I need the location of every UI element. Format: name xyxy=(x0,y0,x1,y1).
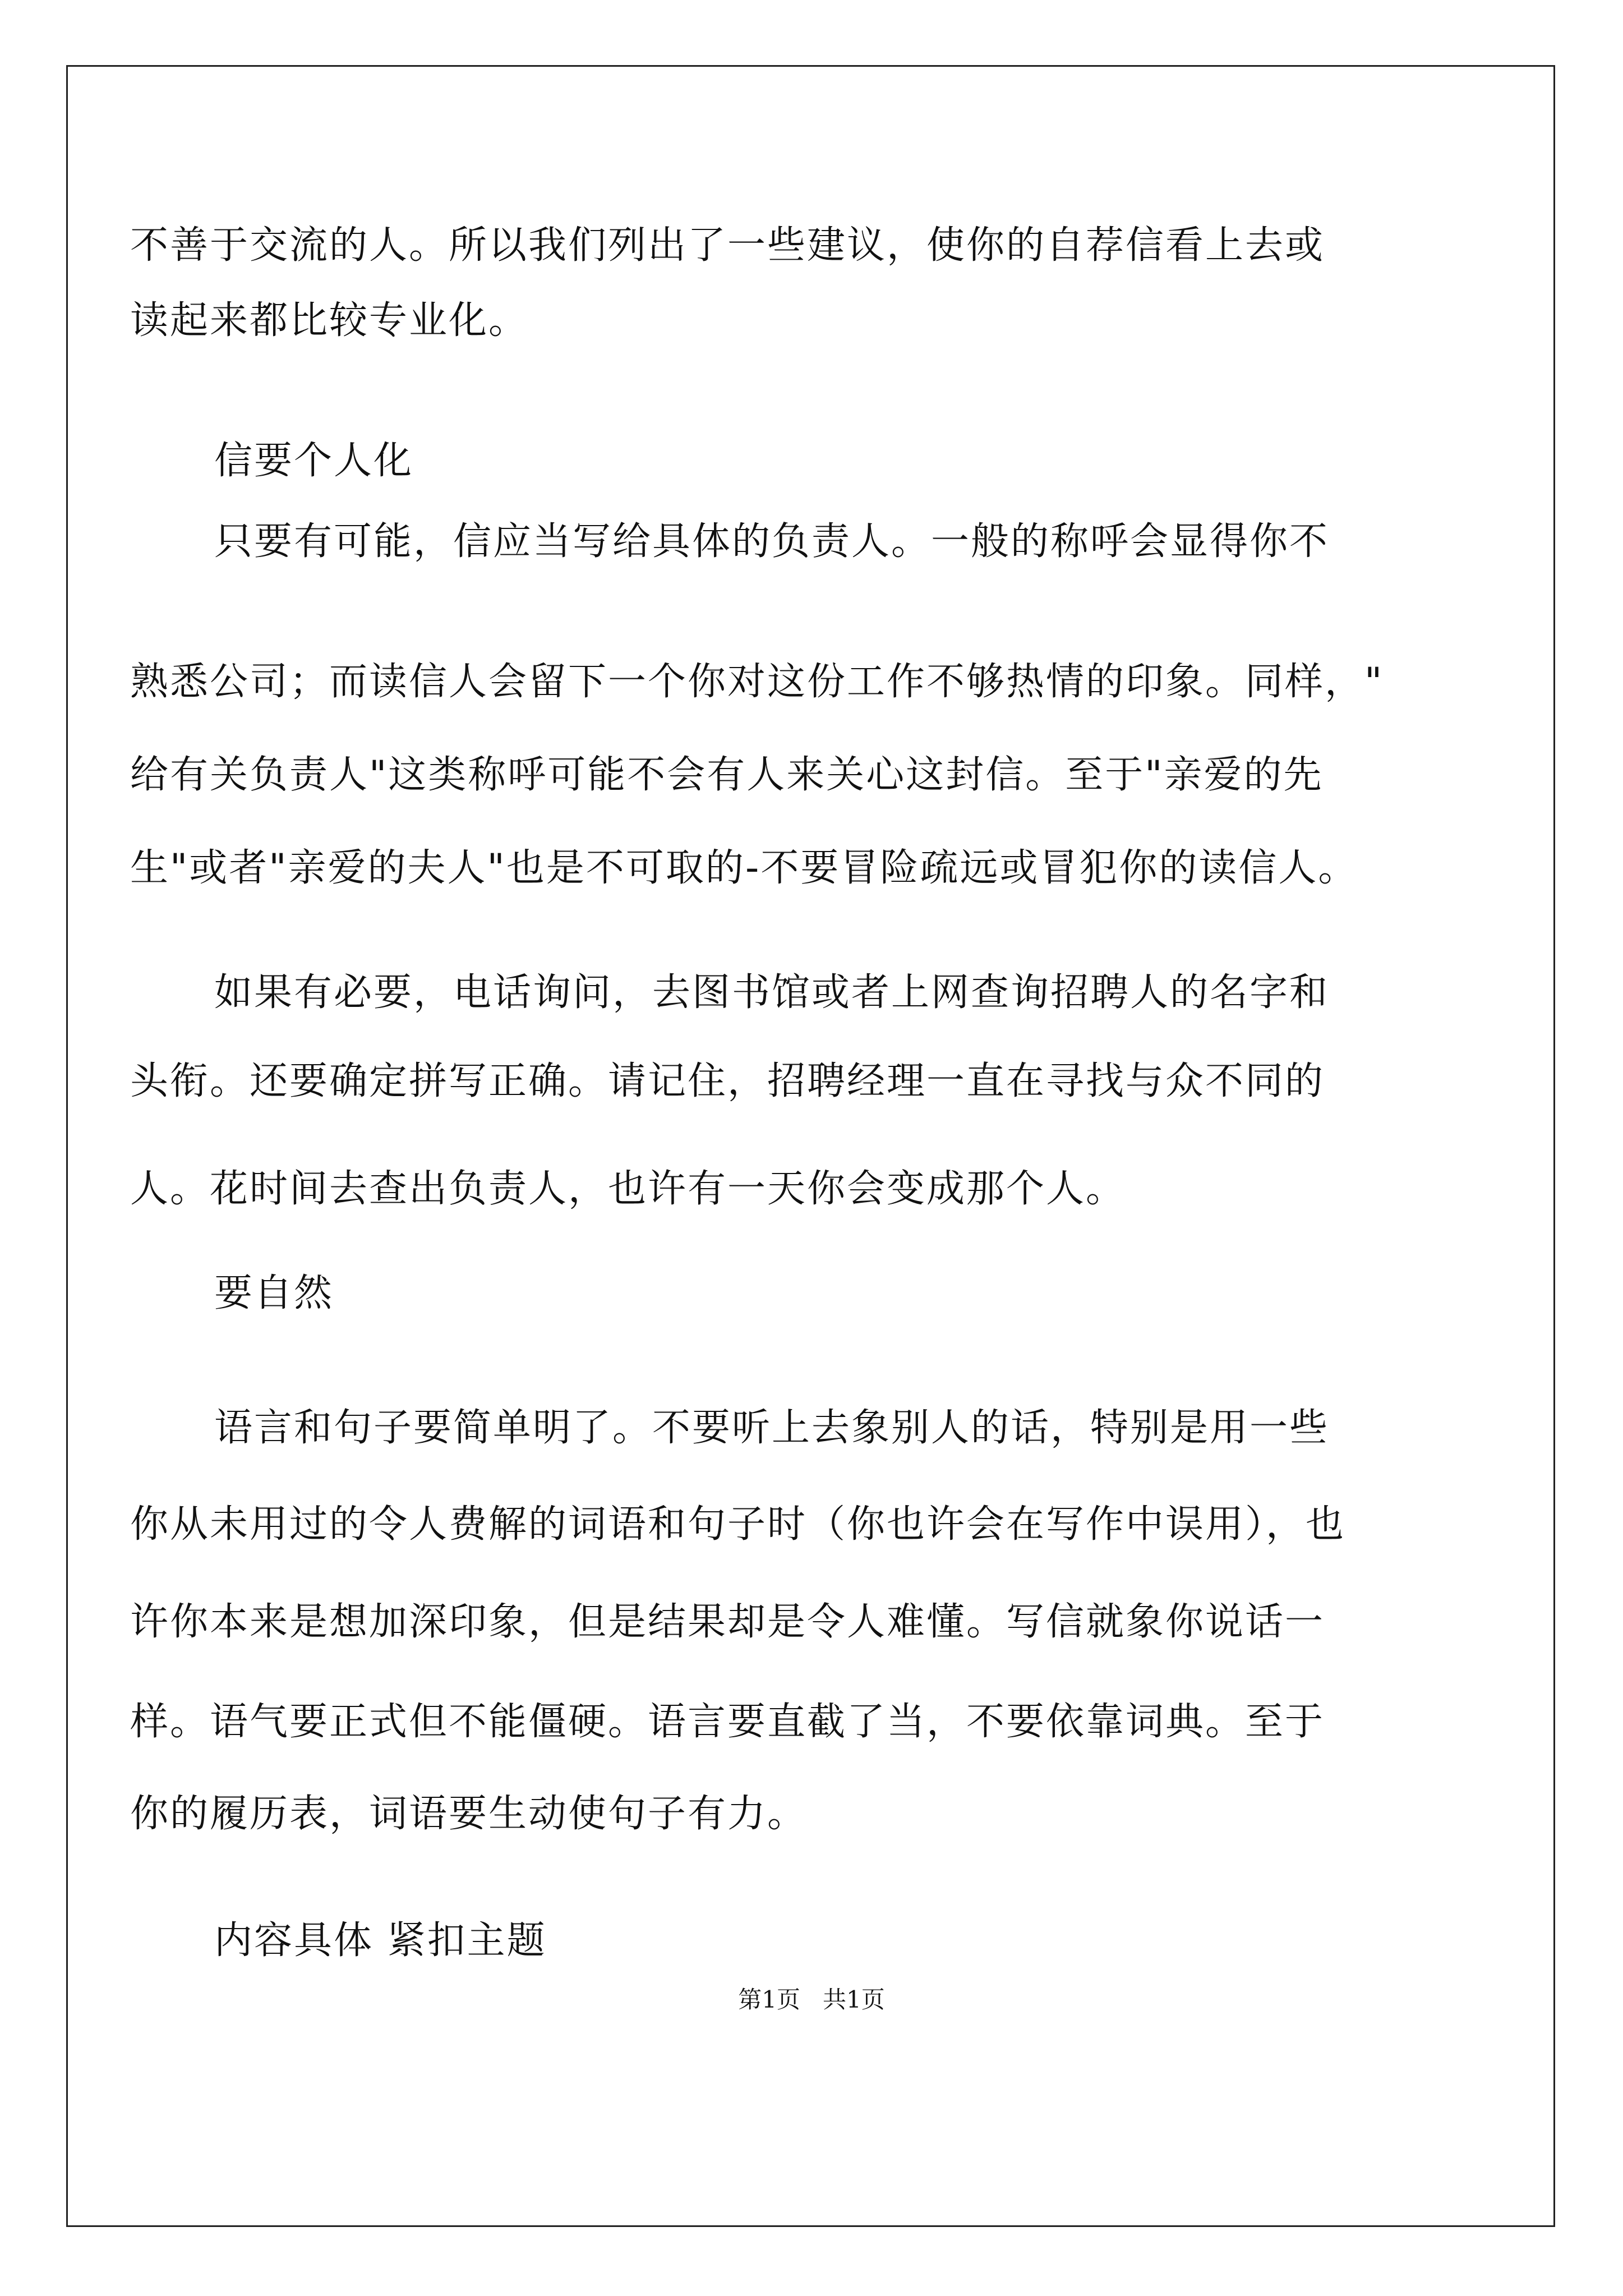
page-footer xyxy=(0,1986,1623,2014)
section-heading: 信要个人化 xyxy=(214,439,414,483)
body-line: 你的履历表，词语要生动使句子有力。 xyxy=(130,1792,808,1836)
section-heading: 内容具体 紧扣主题 xyxy=(214,1918,547,1963)
body-line: 熟悉公司；而读信人会留下一个你对这份工作不够热情的印象。同样，" xyxy=(130,660,1384,704)
body-line: 生"或者"亲爱的夫人"也是不可取的-不要冒险疏远或冒犯你的读信人。 xyxy=(130,846,1358,890)
section-heading: 要自然 xyxy=(214,1271,334,1315)
body-line: 语言和句子要简单明了。不要听上去象别人的话，特别是用一些 xyxy=(214,1406,1330,1450)
body-line: 不善于交流的人。所以我们列出了一些建议，使你的自荐信看上去或 xyxy=(130,223,1325,268)
body-line: 许你本来是想加深印象，但是结果却是令人难懂。写信就象你说话一 xyxy=(130,1600,1325,1644)
body-line: 人。花时间去查出负责人，也许有一天你会变成那个人。 xyxy=(130,1167,1126,1211)
body-line: 头衔。还要确定拼写正确。请记住，招聘经理一直在寻找与众不同的 xyxy=(130,1059,1325,1103)
body-line: 读起来都比较专业化。 xyxy=(130,298,529,343)
page-total: 共1页 xyxy=(823,1986,885,2013)
body-line: 只要有可能，信应当写给具体的负责人。一般的称呼会显得你不 xyxy=(214,519,1330,564)
body-line: 样。语气要正式但不能僵硬。语言要直截了当，不要依靠词典。至于 xyxy=(130,1700,1325,1744)
page-number: 第1页 xyxy=(738,1986,800,2013)
page-border xyxy=(66,65,1555,2227)
body-line: 如果有必要，电话询问，去图书馆或者上网查询招聘人的名字和 xyxy=(214,970,1330,1015)
body-line: 给有关负责人"这类称呼可能不会有人来关心这封信。至于"亲爱的先 xyxy=(130,753,1324,797)
body-line: 你从未用过的令人费解的词语和句子时（你也许会在写作中误用），也 xyxy=(130,1502,1346,1547)
